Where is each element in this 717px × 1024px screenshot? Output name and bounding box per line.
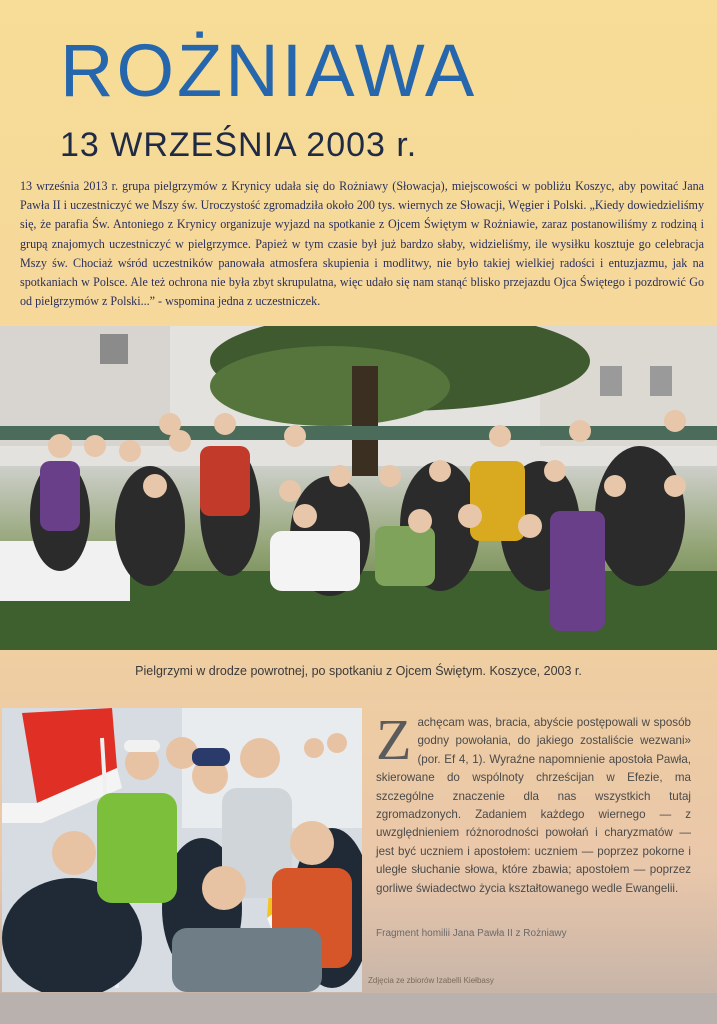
group-photo-illustration [0,326,717,650]
group-photo-pilgrims [0,326,717,650]
page-subtitle-date: 13 WRZEŚNIA 2003 r. [60,126,418,164]
quote-text: achęcam was, bracia, abyście postępowali w sposób godny powołania, do jakiego zostaliście wezwani» (por. Ef 4, 1). Wyraźne napomnienie apostoła Pawła, skierowane do wspólnoty chrześcijan w Efezie, ma szczególne znaczenie dla nas wszystkich tutaj zgromadzonych. Zadaniem każdego wiernego — z uwzględnieniem różnorodności powołań i charyzmatów — jest być uczniem i apostołem: uczniem — poprzez pokorne i uległe słuchanie słowa, które zbawia; apostołem — poprzez gorliwe świadectwo życia kształtowanego wedle Ewangelii. [376,716,691,895]
quote-source: Fragment homilii Jana Pawła II z Rożniawy [376,928,567,939]
intro-paragraph: 13 września 2013 r. grupa pielgrzymów z Krynicy udała się do Rożniawy (Słowacja), miejscowości w pobliżu Koszyc, aby powitać Jana Pawła II i uczestniczyć we Mszy św. Uroczystość zgromadziła około 200 tys. wiernych ze Słowacji, Węgier i Polski. „Kiedy dowiedzieliśmy się, że parafia Św. Antoniego z Krynicy organizuje wyjazd na spotkanie z Ojcem Świętym w Rożniawie, zaraz postanowiliśmy z rodziną i grupą znajomych uczestniczyć w pielgrzymce. Papież w tym czasie był już bardzo słaby, widzieliśmy, ile wysiłku kosztuje go celebracja Mszy św. Chociaż wśród uczestników panowała atmosfera skupienia i modlitwy, nie było takiej wielkiej radości i entuzjazmu, jak na spotkaniach w Polsce. Ale też ochrona nie była zbyt skrupulatna, więc udało się nam stanąć blisko przejazdu Ojca Świętego i pozdrowić Go od pielgrzymów z Polski...” - wspomina jedna z uczestniczek. [20,179,704,309]
page-title: ROŻNIAWA [60,29,478,112]
quote-dropcap: Z [376,707,412,772]
photo-credit: Zdjęcia ze zbiorów Izabelli Kiełbasy [368,976,494,985]
bottom-band [0,993,717,1024]
group-photo-caption: Pielgrzymi w drodze powrotnej, po spotkaniu z Ojcem Świętym. Koszyce, 2003 r. [135,664,582,678]
crowd-photo-illustration [2,708,362,992]
crowd-photo-flags [2,708,362,992]
homily-quote [376,707,691,898]
